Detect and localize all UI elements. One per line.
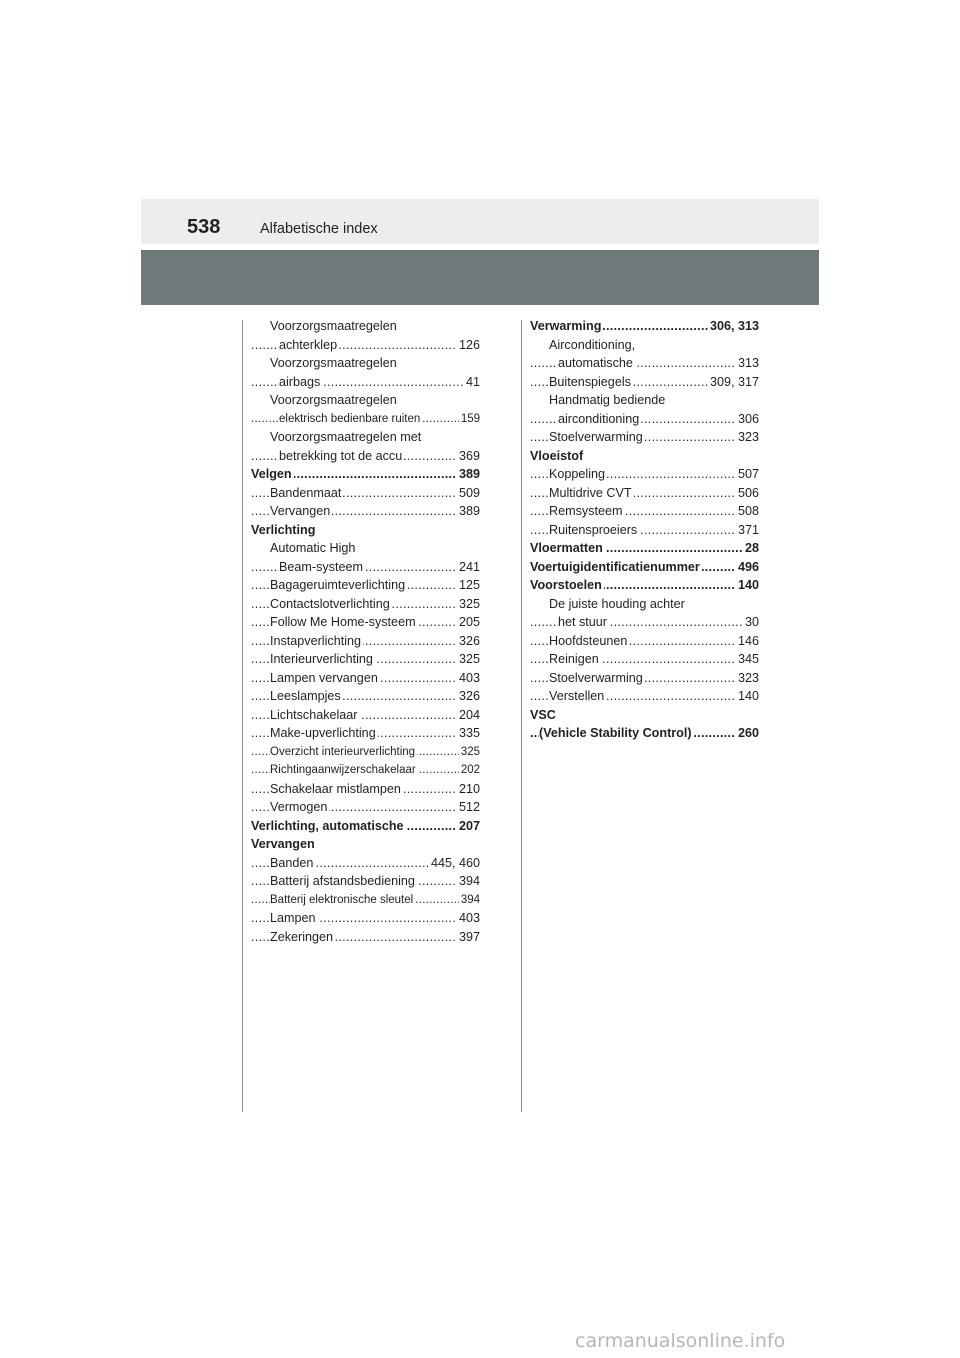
- index-entry: [530, 502, 759, 521]
- index-entry: [251, 632, 480, 651]
- index-entry-term: Beam-systeem: [279, 559, 363, 574]
- index-entry: [530, 669, 759, 688]
- index-entry-page: 309, 317: [708, 373, 759, 392]
- index-entry-page: 323: [736, 428, 759, 447]
- index-entry-term: Overzicht interieurverlichting: [270, 745, 416, 758]
- index-entry-page: 508: [736, 502, 759, 521]
- index-entry-term: Vloeistof: [530, 448, 584, 463]
- index-entry: [530, 706, 759, 725]
- index-entry-page: 30: [743, 613, 759, 632]
- index-entry: [530, 724, 759, 743]
- index-entry-term: Ruitensproeiers: [549, 522, 638, 537]
- index-entry-page: 445, 460: [429, 854, 480, 873]
- index-entry: [251, 373, 480, 392]
- index-entry-page: 207: [457, 817, 480, 836]
- index-entry-page: 125: [457, 576, 480, 595]
- page-number: 538: [187, 216, 221, 238]
- index-entry: [251, 410, 480, 429]
- index-entry-term: Voertuigidentificatienummer: [530, 559, 700, 574]
- index-entry-page: 241: [457, 558, 480, 577]
- index-entry: [530, 613, 759, 632]
- index-entry: [530, 428, 759, 447]
- page-title: Alfabetische index: [260, 221, 378, 237]
- index-entry-page: 394: [457, 872, 480, 891]
- index-entry-term: Voorstoelen: [530, 578, 602, 592]
- index-entry-term: Hoofdsteunen: [549, 633, 628, 648]
- index-entry: [251, 687, 480, 706]
- index-entry-page: 509: [457, 484, 480, 503]
- index-entry: [530, 447, 759, 466]
- index-entry: [251, 928, 480, 947]
- index-entry-term: Schakelaar mistlampen: [270, 781, 401, 796]
- index-entry-term: airconditioning: [558, 411, 640, 426]
- index-entry-term: Lampen vervangen: [270, 670, 378, 685]
- index-entry-term: Leeslampjes: [270, 689, 341, 703]
- index-entry-term: automatische: [558, 356, 633, 370]
- index-entry-term: Lampen: [270, 911, 316, 925]
- index-entry: [251, 502, 480, 521]
- index-entry: [251, 521, 480, 540]
- index-entry-term: Voorzorgsmaatregelen: [270, 319, 397, 333]
- index-entry-term: Verlichting: [251, 522, 316, 537]
- index-entry-page: 345: [736, 650, 759, 669]
- index-entry-term: betrekking tot de accu: [279, 448, 403, 463]
- index-entry: [251, 447, 480, 466]
- index-entry-term: Multidrive CVT: [549, 485, 632, 500]
- index-entry-page: 325: [459, 743, 480, 762]
- index-entry-page: 403: [457, 909, 480, 928]
- index-entry: [251, 891, 480, 910]
- index-entry: [530, 576, 759, 595]
- index-entry-term: airbags: [279, 374, 321, 389]
- index-entry-page: 335: [457, 724, 480, 743]
- index-entry: [251, 909, 480, 928]
- index-entry-term: Bandenmaat: [270, 485, 342, 500]
- index-entry: [251, 650, 480, 669]
- index-entry-term: Instapverlichting: [270, 633, 362, 648]
- index-entry-page: 204: [457, 706, 480, 725]
- index-entry-page: 159: [459, 410, 480, 429]
- index-entry: [530, 650, 759, 669]
- index-entry-page: 205: [457, 613, 480, 632]
- column-divider-left: [242, 320, 243, 1112]
- index-entry: [251, 558, 480, 577]
- index-entry-page: 325: [457, 595, 480, 614]
- index-entry-term: Velgen: [251, 467, 292, 481]
- index-entry-page: 326: [457, 687, 480, 706]
- index-entry: [530, 336, 759, 355]
- index-entry-term: Automatic High: [270, 541, 356, 555]
- index-entry: [251, 336, 480, 355]
- index-entry-page: 389: [457, 465, 480, 484]
- index-entry: [251, 854, 480, 873]
- index-entry: [530, 373, 759, 392]
- index-entry-page: 140: [736, 576, 759, 595]
- index-entry-page: 140: [736, 687, 759, 706]
- index-entry-term: Make-upverlichting: [270, 726, 376, 740]
- index-entry-term: (Vehicle Stability Control): [539, 726, 692, 740]
- index-entry-term: Koppeling: [549, 467, 606, 481]
- index-entry-page: 260: [736, 724, 759, 743]
- index-entry: [251, 576, 480, 595]
- index-entry-term: Lichtschakelaar: [270, 707, 358, 722]
- index-entry-term: Reinigen: [549, 652, 599, 666]
- index-entry-page: 389: [457, 502, 480, 521]
- index-entry: [530, 539, 759, 558]
- index-entry: [251, 706, 480, 725]
- index-entry: [530, 558, 759, 577]
- index-entry: [530, 521, 759, 540]
- index-entry-page: 394: [459, 891, 480, 910]
- index-entry-page: 403: [457, 669, 480, 688]
- index-entry-term: Vermogen: [270, 800, 328, 814]
- index-entry: [251, 595, 480, 614]
- index-entry-term: Buitenspiegels: [549, 374, 631, 389]
- index-column-right: [530, 317, 759, 743]
- index-entry: [251, 780, 480, 799]
- index-entry-term: Richtingaanwijzerschakelaar: [270, 764, 416, 776]
- index-entry-term: Contactslotverlichting: [270, 596, 390, 611]
- index-entry-term: Follow Me Home-systeem: [270, 615, 416, 629]
- index-entry-term: Voorzorgsmaatregelen met: [270, 430, 422, 444]
- index-entry-page: 210: [457, 780, 480, 799]
- index-entry: [251, 354, 480, 373]
- index-entry-term: Verstellen: [549, 689, 605, 703]
- index-entry: [251, 798, 480, 817]
- index-entry-page: 496: [736, 558, 759, 577]
- index-entry-term: Vervangen: [270, 504, 331, 518]
- index-entry: [530, 687, 759, 706]
- index-entry-term: achterklep: [279, 337, 338, 352]
- index-entry-page: 325: [457, 650, 480, 669]
- index-entry: [251, 465, 480, 484]
- index-entry: [251, 669, 480, 688]
- index-entry: [251, 391, 480, 410]
- index-entry: [530, 632, 759, 651]
- index-entry-term: Vervangen: [251, 837, 315, 851]
- index-entry-page: 371: [736, 521, 759, 540]
- index-entry-page: 126: [457, 336, 480, 355]
- index-entry: [530, 465, 759, 484]
- index-entry: [251, 817, 480, 836]
- index-column-left: [251, 317, 480, 946]
- index-entry-page: 369: [457, 447, 480, 466]
- index-entry-term: Bagageruimteverlichting: [270, 578, 406, 592]
- index-entry-page: 202: [459, 761, 480, 780]
- index-entry-term: elektrisch bedienbare ruiten: [279, 412, 421, 425]
- index-entry-page: 397: [457, 928, 480, 947]
- index-entry-page: 507: [736, 465, 759, 484]
- index-entry: [251, 428, 480, 447]
- index-entry-page: 306: [736, 410, 759, 429]
- watermark: carmanualsonline.info: [575, 1330, 786, 1352]
- index-entry: [251, 539, 480, 558]
- index-entry-term: Verlichting, automatische: [251, 818, 404, 833]
- index-entry-page: 28: [743, 539, 759, 558]
- index-entry: [530, 354, 759, 373]
- column-divider-middle: [521, 320, 522, 1112]
- index-entry-page: 323: [736, 669, 759, 688]
- header-band: [141, 199, 819, 244]
- index-entry-page: 146: [736, 632, 759, 651]
- index-entry-page: 506: [736, 484, 759, 503]
- index-entry-term: De juiste houding achter: [549, 596, 685, 611]
- index-entry-page: 326: [457, 632, 480, 651]
- index-entry: [251, 835, 480, 854]
- index-entry-term: Handmatig bediende: [549, 393, 666, 407]
- index-entry-term: Batterij elektronische sleutel: [270, 893, 414, 906]
- index-entry-page: 313: [736, 354, 759, 373]
- index-entry-term: het stuur: [558, 615, 608, 629]
- index-entry-term: Batterij afstandsbediening: [270, 874, 415, 888]
- index-entry: [251, 743, 480, 762]
- index-entry: [251, 317, 480, 336]
- index-entry-term: VSC: [530, 707, 556, 722]
- index-entry: [251, 613, 480, 632]
- index-entry: [251, 872, 480, 891]
- index-entry-term: Zekeringen: [270, 929, 334, 944]
- index-entry-term: Remsysteem: [549, 504, 623, 518]
- index-entry-page: 512: [457, 798, 480, 817]
- index-entry: [251, 484, 480, 503]
- index-entry: [530, 317, 759, 336]
- index-entry-term: Stoelverwarming: [549, 670, 643, 685]
- index-entry-term: Airconditioning,: [549, 337, 636, 352]
- index-entry: [530, 484, 759, 503]
- index-entry: [251, 724, 480, 743]
- index-entry-term: Voorzorgsmaatregelen: [270, 393, 397, 407]
- index-entry: [251, 761, 480, 780]
- section-bar: [141, 250, 819, 305]
- index-entry-term: Interieurverlichting: [270, 652, 373, 666]
- index-entry-term: Verwarming: [530, 319, 602, 333]
- index-entry-term: Voorzorgsmaatregelen: [270, 356, 397, 370]
- index-entry: [530, 410, 759, 429]
- index-entry-page: 41: [464, 373, 480, 392]
- index-entry: [530, 595, 759, 614]
- index-entry: [530, 391, 759, 410]
- index-entry-term: Vloermatten: [530, 541, 603, 555]
- index-entry-term: Stoelverwarming: [549, 430, 643, 444]
- index-entry-term: Banden: [270, 855, 314, 870]
- index-entry-page: 306, 313: [708, 317, 759, 336]
